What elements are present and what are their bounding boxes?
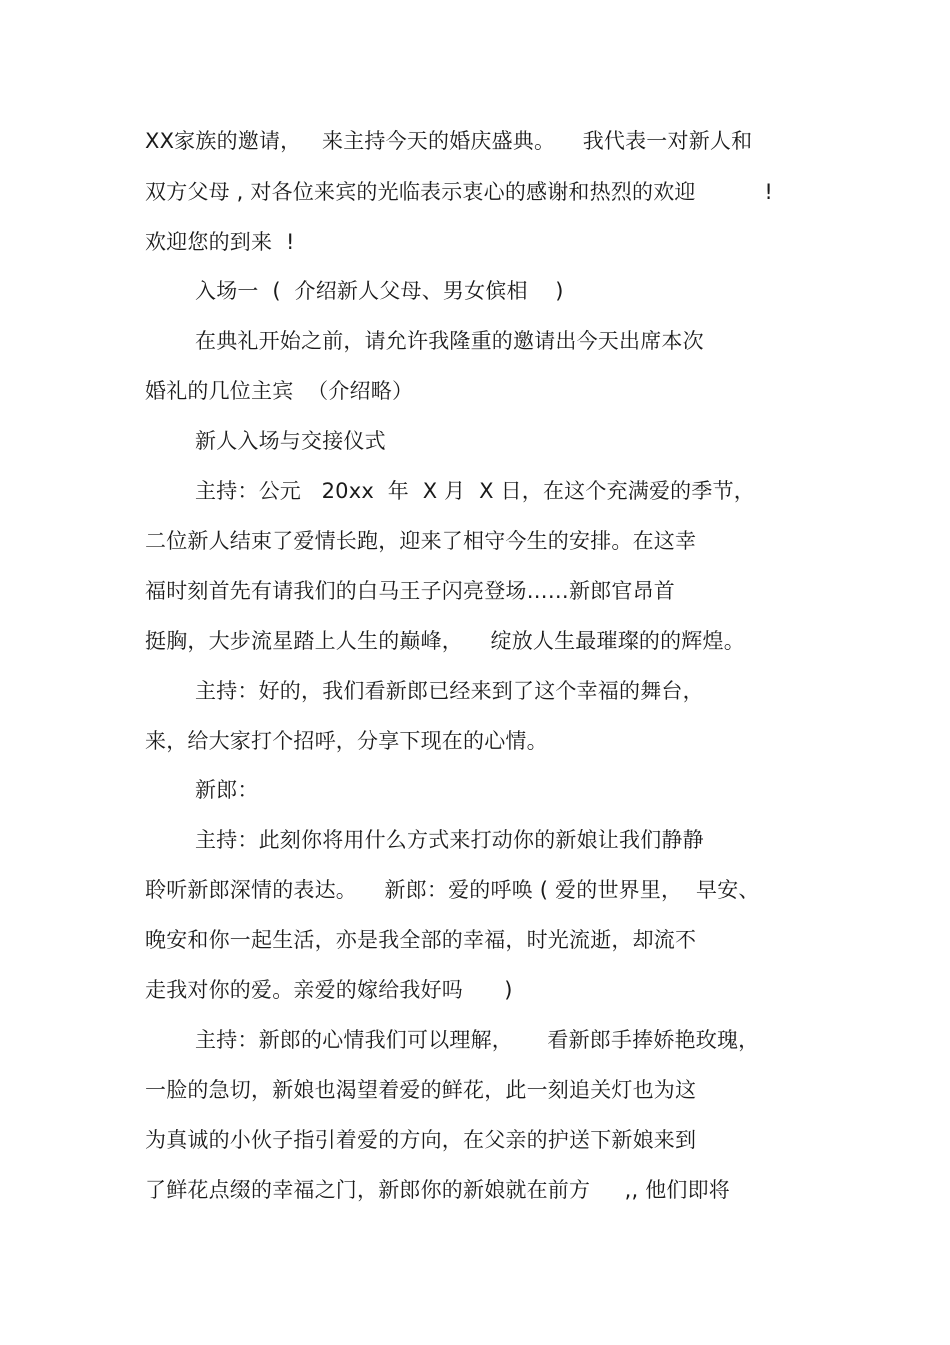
- paragraph-line: 一脸的急切，新娘也渴望着爱的鲜花，此一刻追关灯也为这: [145, 1078, 697, 1102]
- paragraph-line: 欢迎您的到来 !: [145, 230, 295, 254]
- paragraph-line: 为真诚的小伙子指引着爱的方向，在父亲的护送下新娘来到: [145, 1128, 697, 1152]
- paragraph-line: 在典礼开始之前，请允许我隆重的邀请出今天出席本次: [195, 329, 704, 353]
- paragraph-line: 二位新人结束了爱情长跑，迎来了相守今生的安排。在这幸: [145, 529, 697, 553]
- paragraph-line: 主持：此刻你将用什么方式来打动你的新娘让我们静静: [195, 828, 704, 852]
- paragraph-line: 婚礼的几位主宾 （介绍略）: [145, 379, 414, 403]
- paragraph-line: 双方父母 , 对各位来宾的光临表示衷心的感谢和热烈的欢迎 !: [145, 180, 773, 204]
- paragraph-line: XX家族的邀请， 来主持今天的婚庆盛典。 我代表一对新人和: [145, 129, 753, 153]
- section-heading: 新人入场与交接仪式: [195, 429, 386, 453]
- paragraph-line: 来，给大家打个招呼，分享下现在的心情。: [145, 729, 548, 753]
- paragraph-line: 聆听新郎深情的表达。 新郎：爱的呼唤 ( 爱的世界里， 早安、: [145, 878, 760, 902]
- paragraph-line: 晚安和你一起生活，亦是我全部的幸福，时光流逝，却流不: [145, 928, 697, 952]
- speaker-line: 新郎：: [195, 778, 259, 802]
- paragraph-line: 主持：好的，我们看新郎已经来到了这个幸福的舞台，: [195, 679, 704, 703]
- paragraph-line: 主持：新郎的心情我们可以理解， 看新郎手捧娇艳玫瑰，: [195, 1028, 760, 1052]
- paragraph-line: 福时刻首先有请我们的白马王子闪亮登场……新郎官昂首: [145, 579, 675, 603]
- paragraph-line: 走我对你的爱。亲爱的嫁给我好吗 ): [145, 978, 513, 1002]
- paragraph-line: 挺胸，大步流星踏上人生的巅峰， 绽放人生最璀璨的的辉煌。: [145, 629, 745, 653]
- paragraph-line: 主持：公元 20xx 年 X 月 X 日，在这个充满爱的季节，: [195, 479, 755, 503]
- section-heading: 入场一 ( 介绍新人父母、男女傧相 ): [195, 279, 564, 303]
- paragraph-line: 了鲜花点缀的幸福之门，新郎你的新娘就在前方 ,, 他们即将: [145, 1178, 730, 1202]
